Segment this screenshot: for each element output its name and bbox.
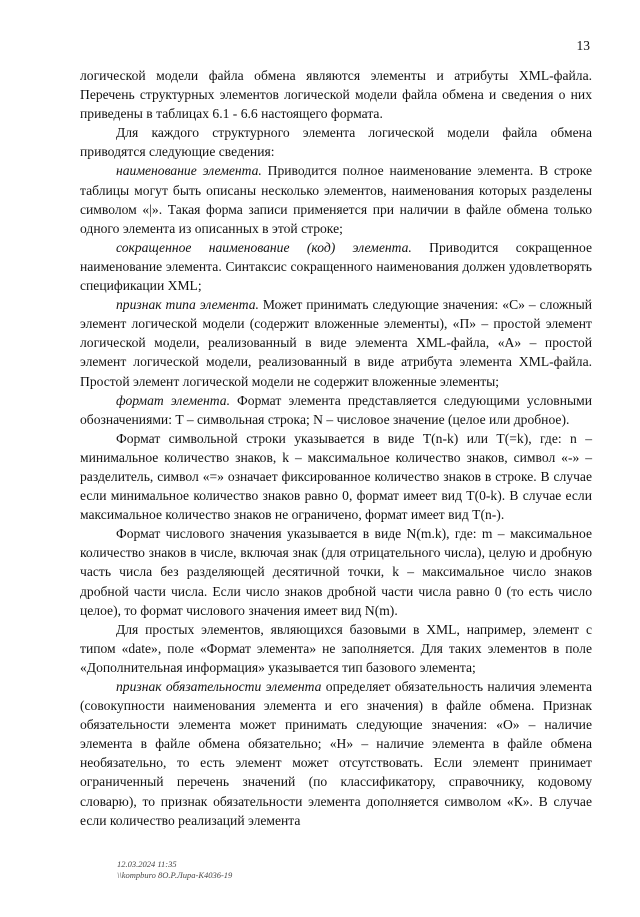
paragraph-text: Может принимать следующие значения: «С» – сложный элемент логической модели (содержит вложенные элементы), «П» – простой элемент логической модели, реализованный в виде элемента XML-файла, «А» – простой элемент логической модели, реализованный в виде атрибута элемента XML-файла. Простой элемент логической модели не содержит вложенные элементы; (80, 297, 592, 389)
paragraph (80, 391, 592, 429)
paragraph-text: Для простых элементов, являющихся базовыми в XML, например, элемент с типом «date», поле «Формат элемента» не заполняется. Для таких элементов в поле «Дополнительная информация» указывается тип базового элемента; (80, 621, 592, 675)
paragraph-term: признак обязательности элемента (116, 679, 322, 694)
page-number: 13 (576, 38, 590, 53)
print-path: \\kompburo 8О.Р.Лира-К4036-19 (117, 870, 233, 880)
paragraph (80, 295, 592, 390)
paragraph-text: логической модели файла обмена являются элементы и атрибуты XML-файла. Перечень структурных элементов логической модели файла обмена и сведения о них приведены в таблицах 6.1 - 6.6 настоящего формата. (80, 68, 592, 122)
paragraph-term: признак типа элемента. (116, 297, 259, 313)
paragraph-text: определяет обязательность наличия элемента (совокупности наименования элемента и его значения) в файле обмена. Признак обязательности элемента может принимать следующие значения: «О» – наличие элемента в файле обмена обязательно; «Н» – наличие элемента в файле обмена необязательно, то есть элемент может отсутствовать. Если элемент принимает ограниченный перечень значений (по классификатору, справочнику, кодовому словарю), то признак обязательности элемента дополняется символом «К». В случае если количество реализаций элемента (80, 679, 592, 828)
paragraph (80, 524, 592, 619)
paragraph (80, 66, 592, 123)
paragraph-term: сокращенное наименование (код) элемента. (116, 239, 412, 255)
paragraph-term: формат элемента. (116, 392, 230, 408)
paragraph (80, 620, 592, 677)
body-text (80, 66, 592, 830)
paragraph-text: Приводится сокращенное наименование элемента. Синтаксис сокращенного наименования должен удовлетворять спецификации XML; (80, 239, 592, 294)
paragraph-text: Формат элемента представляется следующими условными обозначениями: T – символьная строка; N – числовое значение (целое или дробное). (80, 392, 592, 427)
paragraph-text: Для каждого структурного элемента логической модели файла обмена приводятся следующие сведения: (80, 125, 592, 160)
paragraph (80, 429, 592, 524)
paragraph-text: Формат символьной строки указывается в виде T(n-k) или T(=k), где: n – минимальное количество знаков, k – максимальное количество знаков, символ «-» – разделитель, символ «=» означает фиксированное количество знаков в строке. В случае если минимальное количество знаков равно 0, формат имеет вид T(0-k). В случае если максимальное количество знаков не ограничено, формат имеет вид T(n-). (80, 430, 592, 523)
paragraph-text: Приводится полное наименование элемента. В строке таблицы могут быть описаны несколько элементов, наименования которых разделены символом «|». Такая форма записи применяется при наличии в файле обмена только одного элемента из описанных в этой строке; (80, 163, 592, 236)
paragraph (80, 123, 592, 161)
paragraph-text: Формат числового значения указывается в виде N(m.k), где: m – максимальное количество знаков в числе, включая знак (для отрицательного числа), целую и дробную часть числа без разделяющей десятичной точки, k – максимальное число знаков дробной части числа. Если число знаков дробной части числа равно 0 (то есть число целое), то формат числового значения имеет вид N(m). (80, 526, 592, 618)
paragraph (80, 677, 592, 830)
print-stamp (117, 859, 232, 881)
paragraph (80, 161, 592, 237)
print-timestamp: 12.03.2024 11:35 (117, 859, 177, 869)
paragraph (80, 238, 592, 295)
paragraph-term: наименование элемента. (116, 163, 262, 179)
